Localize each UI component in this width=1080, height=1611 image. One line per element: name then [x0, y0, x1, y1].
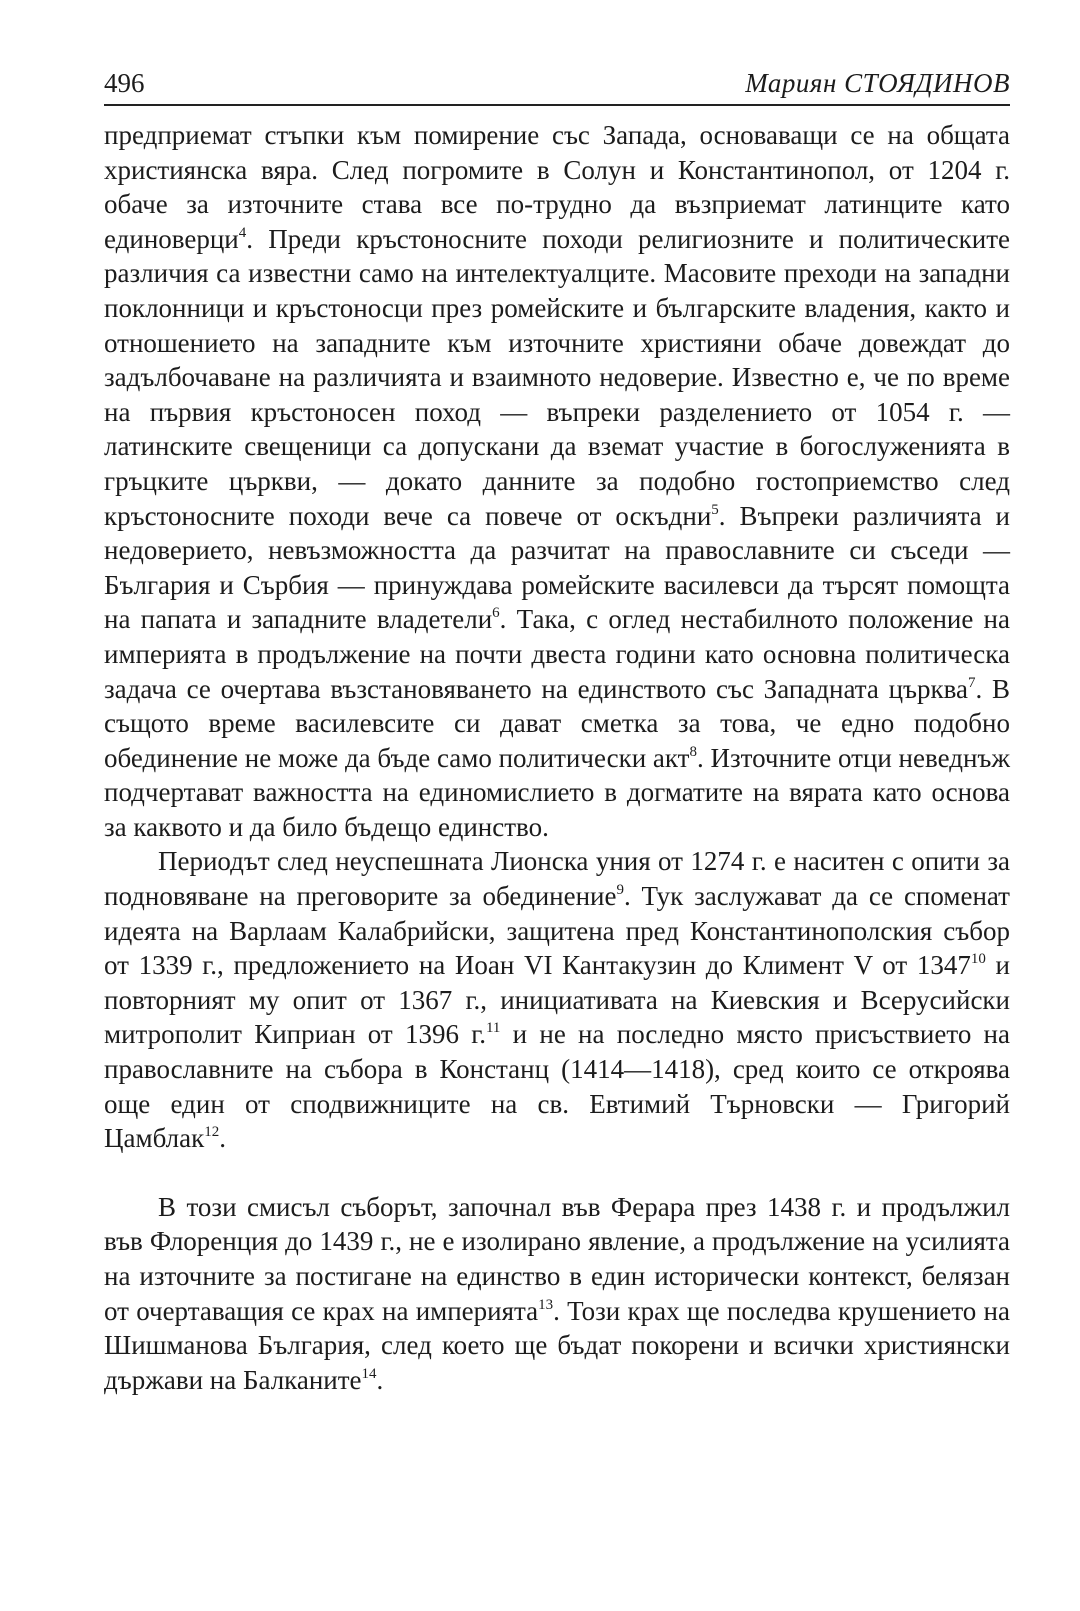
footnote-ref: 6 — [492, 605, 500, 622]
text-run: В този смисъл съборът, започнал във Ферара през 1438 г. и продължил във Флоренция до 1439 г., не е изолирано явление, а продължение на усилията на източните за постигане на единство в един исторически контекст, белязан от очертаващия се крах на империята — [104, 1191, 1010, 1326]
footnote-ref: 13 — [538, 1296, 554, 1313]
text-run: . Въпреки различията и недоверието, невъзможността да разчитат на православните си съседи — България и Сърбия — принуждава ромейските василевси да търсят помощта на папата и западните владетели — [104, 500, 1010, 635]
text-run: . Тук заслужават да се споменат идеята на Варлаам Калабрийски, защитена пред Константинополския събор от 1339 г., предложението на Иоан VI Кантакузин до Климент V от 1347 — [104, 881, 1010, 981]
text-run: . Този крах ще последва крушението на Шишманова България, след което ще бъдат покорени и всички християнски държави на Балканите — [104, 1295, 1010, 1395]
text-run: . Източните отци неведнъж подчертават важността на единомислието в догматите на вярата като основа за каквото и да било бъдещо единство. — [104, 742, 1011, 842]
text-run: и повторният му опит от 1367 г., инициативата на Киевския и Всерусийски митрополит Киприан от 1396 г. — [104, 950, 1010, 1050]
body-text — [104, 118, 1010, 1397]
book-page — [104, 66, 1010, 1397]
text-run: . Преди кръстоносните походи религиозните и политическите различия са известни само на интелектуалците. Масовите преходи на западни поклонници и кръстоносци през ромейските и българските владения, както и отношението на западните към източните християни обаче довеждат до задълбочаване на различията и взаимното недоверие. Известно е, че по време на първия кръстоносен поход — въпреки разделението от 1054 г. — латинските свещеници са допускани да вземат участие в богослуженията в гръцките църкви, — докато данните за подобно гостоприемство след кръстоносните походи вече са повече от оскъдни — [104, 223, 1010, 531]
running-header — [104, 66, 1010, 106]
footnote-ref: 5 — [711, 501, 719, 518]
text-run: . — [376, 1364, 384, 1395]
page-number: 496 — [104, 68, 145, 98]
footnote-ref: 8 — [689, 743, 697, 760]
text-run: . Така, с оглед нестабилното положение на империята в продължение на почти двеста години като основна политическа задача се очертава възстановяването на единството със Западната църква — [104, 604, 1010, 704]
paragraph — [104, 844, 1010, 1155]
footnote-ref: 14 — [361, 1365, 377, 1382]
text-run: . В същото време василевсите си дават сметка за това, че едно подобно обединение не може да бъде само политически акт — [104, 673, 1010, 773]
text-run: и не на последно място присъствието на православните на събора в Констанц (1414—1418), сред които се откроява още един от сподвижниците на св. Евтимий Търновски — Григорий Цамблак — [104, 1019, 1010, 1154]
footnote-ref: 12 — [204, 1124, 220, 1141]
paragraph — [104, 1190, 1010, 1398]
footnote-ref: 4 — [238, 224, 247, 241]
running-head-author: Мариян СТОЯДИНОВ — [745, 68, 1010, 98]
text-run: предприемат стъпки към помирение със Запада, основаващи се на общата християнска вяра. След погромите в Солун и Константинопол, от 1204 г. обаче за източните става все по-трудно да възприемат латинците като единоверци — [104, 120, 1010, 254]
footnote-ref: 7 — [968, 674, 976, 691]
footnote-ref: 11 — [485, 1020, 501, 1037]
footnote-ref: 10 — [970, 951, 986, 968]
paragraph — [104, 118, 1010, 844]
footnote-ref: 9 — [616, 882, 624, 899]
text-run: . — [219, 1123, 226, 1154]
text-run: Периодът след неуспешната Лионска уния от 1274 г. е наситен с опити за подновяване на преговорите за обединение — [104, 846, 1010, 912]
